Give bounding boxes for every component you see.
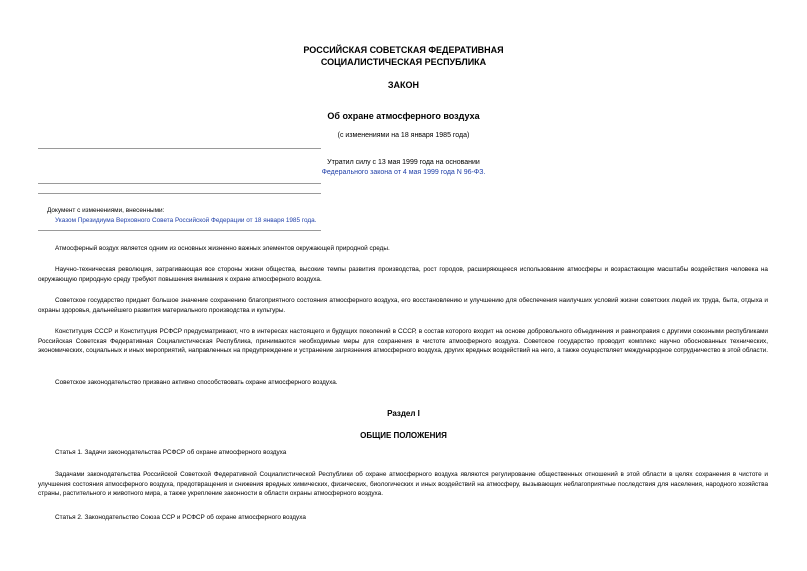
divider (38, 148, 321, 149)
divider (38, 193, 321, 194)
preamble-paragraph: Научно-техническая революция, затрагивающая все стороны жизни общества, высокие темпы развития производства, рост городов, расширяющееся использование атмосферы и возрастающие масштабы воздействия человека на окружающую природную среду требуют повышения внимания к охране атмосферного воздуха. (38, 266, 768, 283)
section-name: ОБЩИЕ ПОЛОЖЕНИЯ (360, 431, 447, 440)
preamble-paragraph: Советское законодательство призвано активно способствовать охране атмосферного воздуха. (55, 379, 338, 386)
preamble-paragraph: Советское государство придает большое значение сохранению благоприятного состояния атмосферного воздуха, его восстановлению и улучшению для обеспечения наилучших условий жизни советских людей их труда, быта, отдыха и охраны здоровья, дальнейшего развития материального производства и культуры. (38, 297, 768, 314)
header-line-1: РОССИЙСКАЯ СОВЕТСКАЯ ФЕДЕРАТИВНАЯ (303, 45, 504, 55)
preamble-paragraph: Атмосферный воздух является одним из основных жизненно важных элементов окружающей природной среды. (55, 245, 390, 252)
divider (38, 183, 321, 184)
amendments-label: Документ с изменениями, внесенными: (47, 207, 165, 214)
document-type: ЗАКОН (387, 80, 420, 90)
status-text: Утратил силу с 13 мая 1999 года на основании (327, 159, 480, 166)
edition-note: (с изменениями на 18 января 1985 года) (337, 132, 470, 139)
header-line-2: СОЦИАЛИСТИЧЕСКАЯ РЕСПУБЛИКА (320, 57, 487, 67)
article-2-heading: Статья 2. Законодательство Союза ССР и РСФСР об охране атмосферного воздуха (55, 514, 306, 521)
section-number: Раздел I (387, 409, 420, 418)
article-1-text: Задачами законодательства Российской Советской Федеративной Социалистической Республики об охране атмосферного воздуха являются регулирование общественных отношений в этой области в целях сохранения в чистоте и улучшения состояния атмосферного воздуха, предотвращения и снижения вредных химических, физических, биологических и иных воздействий на атмосферу, вызывающих неблагоприятные последствия для населения, народного хозяйства страны, растительного и животного мира, а также укрепление законности в области охраны атмосферного воздуха. (38, 471, 768, 497)
divider (38, 230, 321, 231)
article-1-heading: Статья 1. Задачи законодательства РСФСР об охране атмосферного воздуха (55, 449, 287, 456)
amendment-decree-link[interactable]: Указом Президиума Верховного Совета Российской Федерации от 18 января 1985 года. (55, 217, 317, 224)
repeal-law-link[interactable]: Федерального закона от 4 мая 1999 года N 96-ФЗ. (321, 169, 486, 176)
document-title: Об охране атмосферного воздуха (327, 111, 480, 121)
preamble-paragraph: Конституция СССР и Конституция РСФСР предусматривают, что в интересах настоящего и будущих поколений в СССР, в состав которого входит на основе добровольного объединения и равноправия с другими союзными республиками Российская Советская Федеративная Социалистическая Республика, принимаются необходимые меры для сохранения в чистоте атмосферного воздуха. Советское государство проводит комплекс научно обоснованных технических, экономических, социальных и иных мероприятий, направленных на предупреждение и устранение загрязнения атмосферного воздуха, других вредных воздействий на него, а также осуществляет международное сотрудничество в этой области. (38, 328, 768, 354)
